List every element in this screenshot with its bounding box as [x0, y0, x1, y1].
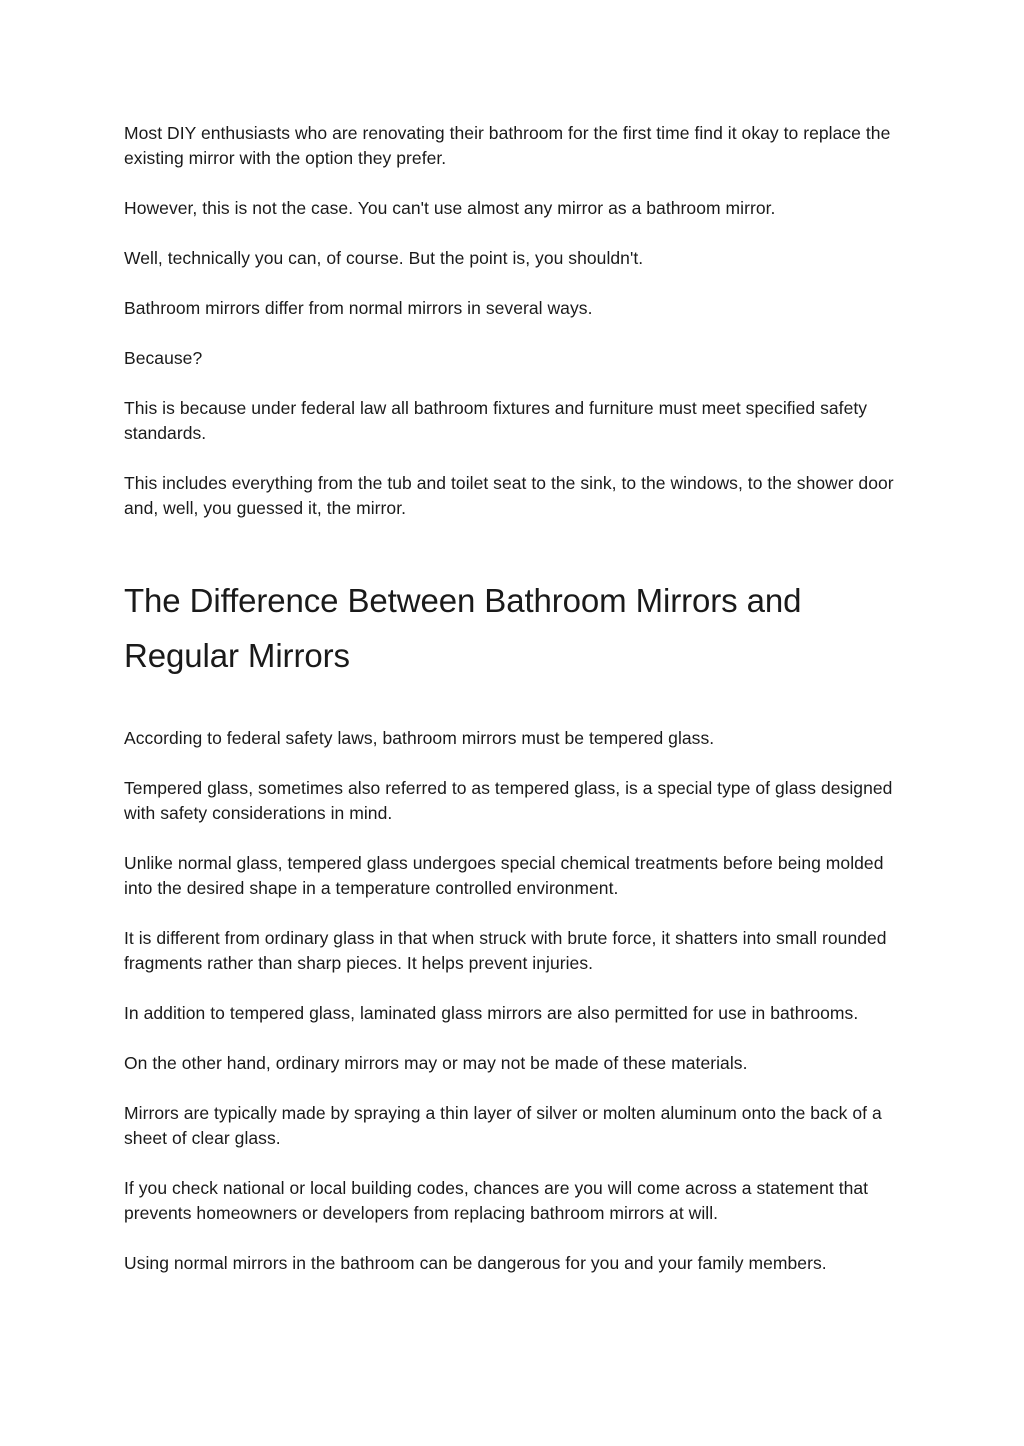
section-paragraph-9: Using normal mirrors in the bathroom can be dangerous for you and your family members. — [124, 1253, 827, 1273]
intro-paragraph-4: Bathroom mirrors differ from normal mirrors in several ways. — [124, 298, 593, 318]
intro-paragraph-1: Most DIY enthusiasts who are renovating their bathroom for the first time find it okay to replace the existing mirror with the option they prefer. — [124, 123, 891, 168]
section-paragraph-3: Unlike normal glass, tempered glass undergoes special chemical treatments before being molded into the desired shape in a temperature controlled environment. — [124, 853, 884, 898]
document-body — [124, 121, 900, 1301]
intro-paragraph-6: This is because under federal law all bathroom fixtures and furniture must meet specified safety standards. — [124, 398, 868, 443]
section-paragraph-5: In addition to tempered glass, laminated glass mirrors are also permitted for use in bathrooms. — [124, 1003, 859, 1023]
section-paragraph-7: Mirrors are typically made by spraying a thin layer of silver or molten aluminum onto the back of a sheet of clear glass. — [124, 1103, 882, 1148]
section-paragraph-2: Tempered glass, sometimes also referred to as tempered glass, is a special type of glass designed with safety considerations in mind. — [124, 778, 893, 823]
intro-paragraph-3: Well, technically you can, of course. But the point is, you shouldn't. — [124, 248, 644, 268]
section-paragraph-1: According to federal safety laws, bathroom mirrors must be tempered glass. — [124, 728, 715, 748]
intro-paragraph-7: This includes everything from the tub and toilet seat to the sink, to the windows, to the shower door and, well, you guessed it, the mirror. — [124, 473, 894, 518]
section-paragraph-8: If you check national or local building codes, chances are you will come across a statement that prevents homeowners or developers from replacing bathroom mirrors at will. — [124, 1178, 869, 1223]
intro-paragraph-5: Because? — [124, 348, 203, 368]
section-heading: The Difference Between Bathroom Mirrors and Regular Mirrors — [124, 582, 802, 674]
section-paragraph-4: It is different from ordinary glass in that when struck with brute force, it shatters into small rounded fragments rather than sharp pieces. It helps prevent injuries. — [124, 928, 887, 973]
section-paragraph-6: On the other hand, ordinary mirrors may or may not be made of these materials. — [124, 1053, 748, 1073]
intro-paragraph-2: However, this is not the case. You can't use almost any mirror as a bathroom mirror. — [124, 198, 776, 218]
